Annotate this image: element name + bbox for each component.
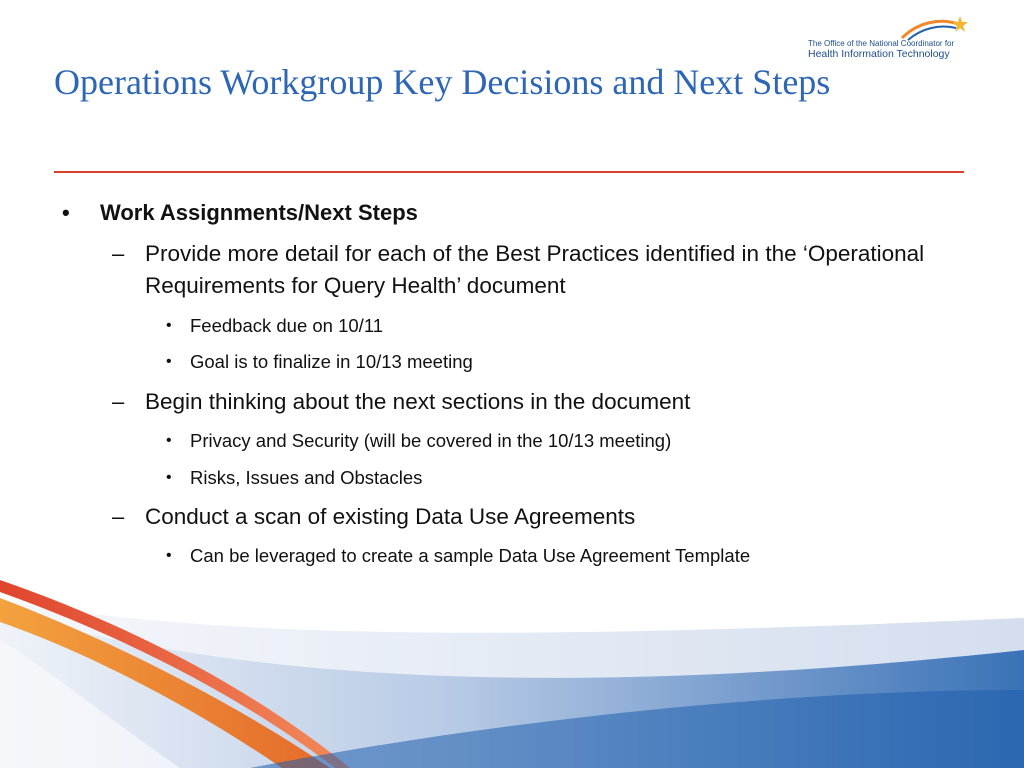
bullet-item [112,386,955,418]
bullet-text: Goal is to finalize in 10/13 meeting [190,351,473,372]
bullet-item [166,346,950,377]
logo-text [808,38,954,60]
bullet-text: Begin thinking about the next sections in the document [145,389,691,414]
logo-line2: Health Information Technology [808,48,950,60]
bullet-marker: • [166,432,172,449]
bullet-marker: • [166,317,172,334]
bullet-text: Provide more detail for each of the Best Practices identified in the ‘Operational Requirements for Query Health’ document [145,241,925,298]
bullet-marker: – [112,504,125,529]
bullet-item [62,200,960,226]
onc-logo [808,14,1008,68]
slide-title: Operations Workgroup Key Decisions and Next Steps [54,62,831,102]
bullet-marker: • [166,353,172,370]
bullet-item [112,501,955,533]
bullet-item [166,540,890,571]
bullet-item [166,425,950,456]
bullet-text: Feedback due on 10/11 [190,315,384,336]
bullet-text: Conduct a scan of existing Data Use Agreements [145,504,636,529]
bullet-text: Can be leveraged to create a sample Data Use Agreement Template [190,545,751,566]
bullet-text: Work Assignments/Next Steps [100,200,418,225]
bullet-marker: • [166,547,172,564]
bullet-item [166,462,950,493]
bullet-marker: • [166,469,172,486]
title-divider [54,171,964,173]
bullet-item [112,238,955,302]
bullet-item [166,310,950,341]
bullet-text: Privacy and Security (will be covered in the 10/13 meeting) [190,430,672,451]
logo-line1: The Office of the National Coordinator for [808,39,955,48]
bullet-marker: – [112,389,125,414]
bullet-marker: – [112,241,125,266]
bullet-marker: • [62,200,70,225]
bullet-text: Risks, Issues and Obstacles [190,467,423,488]
